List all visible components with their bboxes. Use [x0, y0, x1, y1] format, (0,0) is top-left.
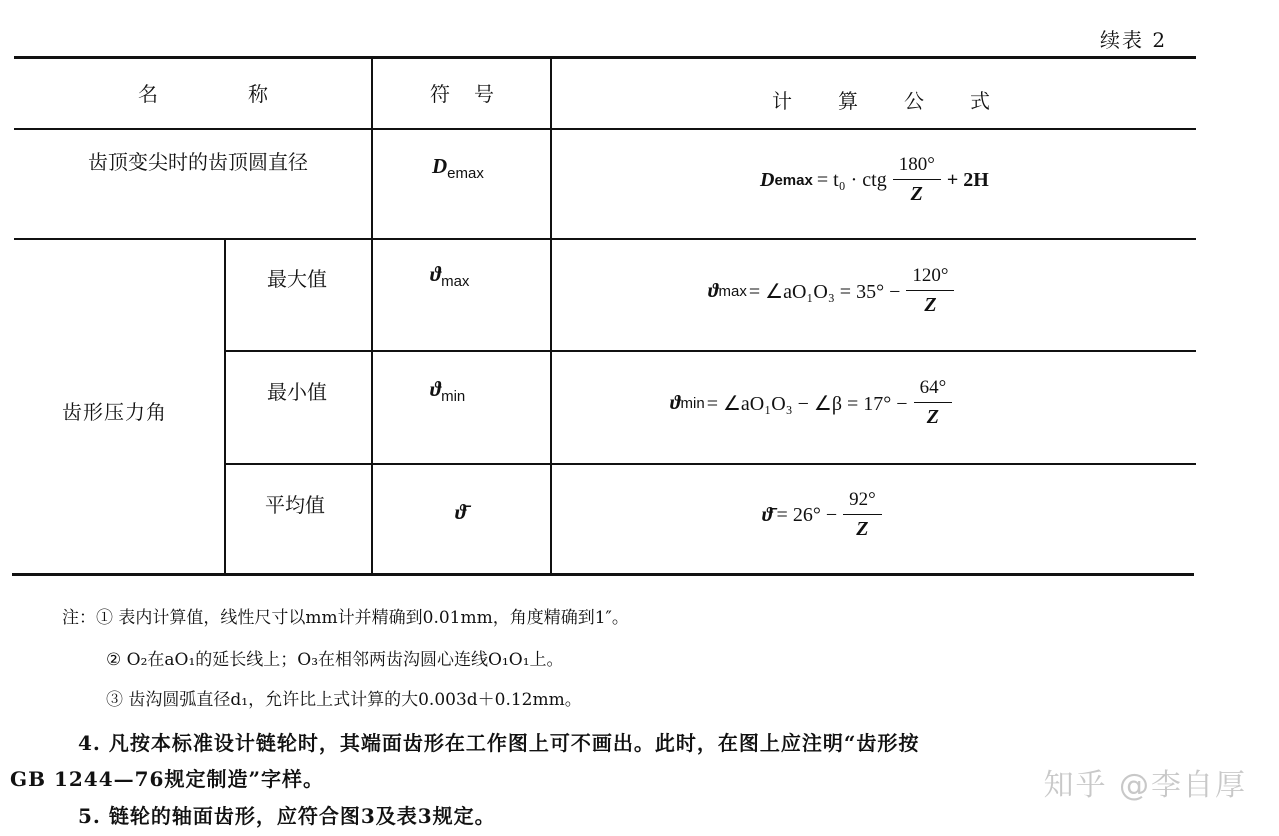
watermark: 知乎 @李自厚 — [1043, 768, 1247, 803]
formula-lhs: D — [760, 168, 775, 191]
col-divider-sub — [224, 238, 226, 575]
row-max-formula — [708, 265, 960, 317]
row-min-label: 最小值 — [267, 380, 327, 404]
row-min-symbol — [430, 377, 465, 405]
symbol-base: ϑ — [430, 377, 442, 401]
fraction-numerator: 180° — [893, 154, 941, 180]
col-divider-1 — [371, 57, 373, 575]
fraction-denominator: Z — [926, 406, 939, 428]
table-bottom-rule — [12, 573, 1194, 576]
row-min-formula — [670, 377, 958, 429]
row-avg-symbol: ϑ̄ — [455, 500, 467, 524]
formula-lhs-sub: min — [680, 394, 705, 412]
formula-lhs: ϑ̄ — [762, 503, 773, 526]
row-max-symbol — [430, 262, 469, 290]
formula-lhs-sub: emax — [774, 171, 813, 189]
row-avg-label: 平均值 — [265, 493, 325, 517]
row-max-bottom-rule — [224, 350, 1196, 352]
continued-label: 续表 2 — [1100, 28, 1168, 52]
fraction-denominator: Z — [910, 183, 923, 205]
note-2: ② O₂在aO₁的延长线上；O₃在相邻两齿沟圆心连线O₁O₁上。 — [106, 650, 564, 670]
fraction-numerator: 92° — [843, 489, 882, 515]
row-tip-diameter-formula — [760, 154, 989, 206]
fraction-numerator: 64° — [914, 377, 953, 403]
note-3: ③ 齿沟圆弧直径d₁，允许比上式计算的大0.003d＋0.12mm。 — [106, 690, 582, 710]
formula-fraction — [914, 377, 953, 429]
formula-lhs-sub: max — [718, 282, 747, 300]
note-1: 注：① 表内计算值，线性尺寸以mm计并精确到0.01mm，角度精确到1″。 — [62, 608, 629, 628]
formula-fraction — [906, 265, 954, 317]
paragraph-4-line-2: GB 1244—76规定制造”字样。 — [10, 767, 324, 791]
fraction-denominator: Z — [924, 294, 937, 316]
formula-mid: = t₀ · ctg — [816, 168, 887, 191]
formula-lhs: ϑ — [708, 279, 719, 302]
symbol-base: D — [432, 154, 448, 178]
header-bottom-rule — [14, 128, 1196, 130]
fraction-numerator: 120° — [906, 265, 954, 291]
formula-fraction — [893, 154, 941, 206]
row-tip-diameter-name: 齿顶变尖时的齿顶圆直径 — [88, 150, 308, 174]
symbol-sub: emax — [447, 165, 484, 183]
table-top-rule — [14, 56, 1196, 59]
paragraph-5: 5. 链轮的轴面齿形，应符合图3及表3规定。 — [78, 804, 496, 828]
formula-mid: = ∠aO₁O₃ = 35° − — [748, 280, 901, 303]
formula-tail: + 2H — [946, 168, 989, 191]
formula-fraction — [843, 489, 882, 541]
formula-lhs: ϑ — [670, 391, 681, 414]
formula-mid: = 26° − — [776, 503, 838, 526]
symbol-base: ϑ — [430, 262, 442, 286]
col-divider-2 — [550, 57, 552, 575]
formula-mid: = ∠aO₁O₃ − ∠β = 17° − — [706, 392, 908, 415]
row-max-label: 最大值 — [267, 267, 327, 291]
row-avg-formula — [762, 489, 888, 541]
header-name: 名 称 — [138, 82, 270, 106]
row-min-bottom-rule — [224, 463, 1196, 465]
header-formula: 计 算 公 式 — [772, 89, 992, 113]
paragraph-4-line-1: 4. 凡按本标准设计链轮时，其端面齿形在工作图上可不画出。此时，在图上应注明“齿形按 — [78, 731, 920, 755]
header-symbol: 符 号 — [430, 82, 496, 106]
row-tip-diameter-symbol — [432, 154, 484, 182]
pressure-angle-group-label: 齿形压力角 — [62, 400, 167, 424]
symbol-sub: min — [441, 388, 466, 406]
row1-bottom-rule — [14, 238, 1196, 240]
fraction-denominator: Z — [856, 518, 869, 540]
symbol-sub: max — [441, 273, 470, 291]
